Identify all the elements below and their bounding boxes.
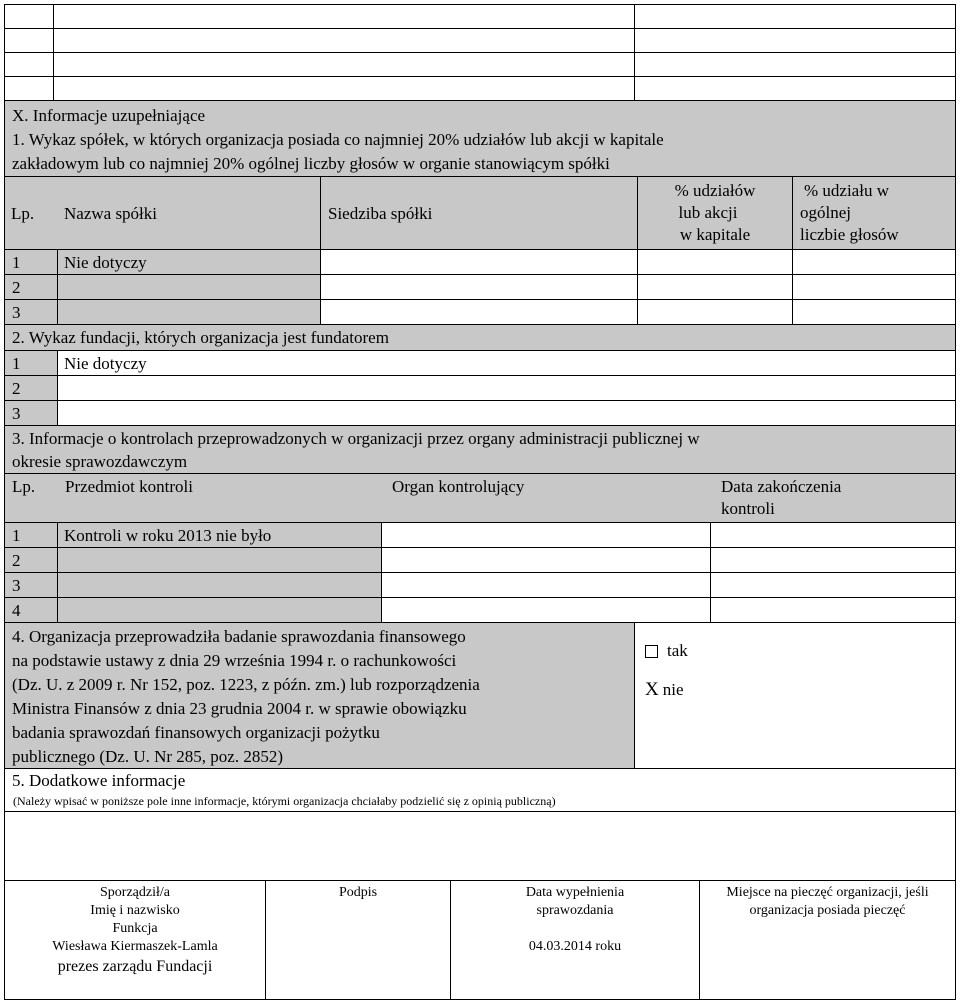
signature-label: Podpis xyxy=(338,885,378,900)
top-cell-a-4[interactable] xyxy=(53,76,635,101)
q3-header xyxy=(4,425,956,474)
top-cell-a-1[interactable] xyxy=(53,4,635,29)
q2-header xyxy=(4,324,956,351)
q1-header-name: Nazwa spółki xyxy=(64,204,158,223)
q2-row-1-lp: 1 xyxy=(4,350,58,376)
stamp-label-line2: organizacja posiada pieczęć xyxy=(749,903,906,918)
q1-header-seat: Siedziba spółki xyxy=(328,204,433,223)
q4-option-no-label: nie xyxy=(662,680,684,699)
name-label: Imię i nazwisko xyxy=(90,903,180,918)
q3-row-2-date[interactable] xyxy=(710,547,956,573)
q1-row-1-lp: 1 xyxy=(4,249,58,275)
prepared-name: Wiesława Kiermaszek-Lamla xyxy=(52,939,218,954)
q1-header-votes: % udziału w ogólnej liczbie głosów xyxy=(800,181,899,244)
q3-header-subject: Przedmiot kontroli xyxy=(65,477,193,496)
q1-row-2-votes[interactable] xyxy=(792,274,956,300)
top-cell-lp-4 xyxy=(4,76,54,101)
q3-header-organ: Organ kontrolujący xyxy=(392,477,525,496)
top-cell-a-2[interactable] xyxy=(53,28,635,53)
q1-header-shares: % udziałów lub akcji w kapitale xyxy=(674,181,756,244)
section-x-title: X. Informacje uzupełniające xyxy=(12,106,206,125)
signature-date xyxy=(450,880,700,1000)
q4-option-yes[interactable] xyxy=(645,640,688,662)
q4-option-no[interactable] xyxy=(645,679,684,701)
top-cell-b-3[interactable] xyxy=(634,52,956,77)
q3-row-3-organ[interactable] xyxy=(381,572,711,598)
date-label-line1: Data wypełnienia xyxy=(525,885,625,900)
q3-row-1-organ[interactable] xyxy=(381,522,711,548)
q4-line-3: (Dz. U. z 2009 r. Nr 152, poz. 1223, z późn. zm.) lub rozporządzenia xyxy=(12,675,480,694)
q1-row-3-lp: 3 xyxy=(4,299,58,325)
q1-row-2-seat[interactable] xyxy=(320,274,638,300)
q3-row-4-subject[interactable] xyxy=(57,597,382,623)
q1-row-2-lp: 2 xyxy=(4,274,58,300)
top-cell-lp-3 xyxy=(4,52,54,77)
q3-row-3-date[interactable] xyxy=(710,572,956,598)
checkbox-checked-icon[interactable]: X xyxy=(645,679,659,700)
q3-row-1-date[interactable] xyxy=(710,522,956,548)
prepared-function: prezes zarządu Fundacji xyxy=(57,958,213,975)
q1-row-1-shares[interactable] xyxy=(637,249,793,275)
q5-header xyxy=(4,768,956,812)
function-label: Funkcja xyxy=(112,921,158,936)
q1-text-line1: 1. Wykaz spółek, w których organizacja posiada co najmniej 20% udziałów lub akcji w kapitale xyxy=(12,130,664,149)
q4-answer xyxy=(634,622,956,769)
q2-row-2-name[interactable] xyxy=(57,375,956,401)
q4-option-yes-label: tak xyxy=(667,641,688,660)
q3-text-line2: okresie sprawozdawczym xyxy=(12,452,188,471)
q3-row-1-subject[interactable]: Kontroli w roku 2013 nie było xyxy=(57,522,382,548)
q1-row-3-seat[interactable] xyxy=(320,299,638,325)
q5-answer-field[interactable] xyxy=(4,811,956,881)
signature-box[interactable] xyxy=(265,880,451,1000)
q2-row-3-lp: 3 xyxy=(4,400,58,426)
q3-row-3-subject[interactable] xyxy=(57,572,382,598)
date-value: 04.03.2014 roku xyxy=(528,939,622,954)
q4-line-4: Ministra Finansów z dnia 23 grudnia 2004 r. w sprawie obowiązku xyxy=(12,699,467,718)
signature-prepared-by xyxy=(4,880,266,1000)
q3-header-row xyxy=(4,473,956,523)
q3-row-2-lp: 2 xyxy=(4,547,58,573)
q4-line-6: publicznego (Dz. U. Nr 285, poz. 2852) xyxy=(12,747,283,766)
q5-title: 5. Dodatkowe informacje xyxy=(12,771,186,790)
top-cell-b-4[interactable] xyxy=(634,76,956,101)
section-x-header xyxy=(4,100,956,177)
q3-row-3-lp: 3 xyxy=(4,572,58,598)
q1-row-3-votes[interactable] xyxy=(792,299,956,325)
top-cell-b-2[interactable] xyxy=(634,28,956,53)
q3-row-2-subject[interactable] xyxy=(57,547,382,573)
q1-header-lp: Lp. xyxy=(11,204,35,223)
q1-row-3-name[interactable] xyxy=(57,299,321,325)
top-cell-lp-1 xyxy=(4,4,54,29)
q3-row-4-lp: 4 xyxy=(4,597,58,623)
q3-row-4-organ[interactable] xyxy=(381,597,711,623)
q1-row-2-shares[interactable] xyxy=(637,274,793,300)
signature-stamp xyxy=(699,880,956,1000)
q1-row-1-votes[interactable] xyxy=(792,249,956,275)
top-cell-a-3[interactable] xyxy=(53,52,635,77)
q1-row-3-shares[interactable] xyxy=(637,299,793,325)
q4-line-5: badania sprawozdań finansowych organizacji pożytku xyxy=(12,723,380,742)
q4-line-1: 4. Organizacja przeprowadziła badanie sprawozdania finansowego xyxy=(12,627,466,646)
top-cell-b-1[interactable] xyxy=(634,4,956,29)
q3-header-lp: Lp. xyxy=(12,477,36,496)
q1-row-1-seat[interactable] xyxy=(320,249,638,275)
q4-question xyxy=(4,622,635,769)
q3-row-1-lp: 1 xyxy=(4,522,58,548)
q2-row-2-lp: 2 xyxy=(4,375,58,401)
top-cell-lp-2 xyxy=(4,28,54,53)
q3-header-date: Data zakończenia kontroli xyxy=(721,477,842,518)
q5-instruction: (Należy wpisać w poniższe pole inne informacje, którymi organizacja chciałaby podzielić się z opinią publiczną) xyxy=(13,794,556,808)
checkbox-empty-icon[interactable] xyxy=(645,645,658,658)
q4-line-2: na podstawie ustawy z dnia 29 września 1994 r. o rachunkowości xyxy=(12,651,457,670)
q1-header-divider-3 xyxy=(792,176,793,250)
q3-row-4-date[interactable] xyxy=(710,597,956,623)
q2-row-1-name[interactable]: Nie dotyczy xyxy=(57,350,956,376)
q3-text-line1: 3. Informacje o kontrolach przeprowadzonych w organizacji przez organy administracji publicznej w xyxy=(12,429,700,448)
date-label-line2: sprawozdania xyxy=(536,903,614,918)
prepared-label: Sporządził/a xyxy=(100,885,170,900)
q2-text: 2. Wykaz fundacji, których organizacja jest fundatorem xyxy=(12,328,389,347)
q1-text-line2: zakładowym lub co najmniej 20% ogólnej liczby głosów w organie stanowiącym spółki xyxy=(12,154,610,173)
stamp-label-line1: Miejsce na pieczęć organizacji, jeśli xyxy=(726,885,929,900)
q1-header-divider-1 xyxy=(320,176,321,250)
q1-row-2-name[interactable] xyxy=(57,274,321,300)
q2-row-3-name[interactable] xyxy=(57,400,956,426)
q1-row-1-name[interactable]: Nie dotyczy xyxy=(57,249,321,275)
q3-row-2-organ[interactable] xyxy=(381,547,711,573)
